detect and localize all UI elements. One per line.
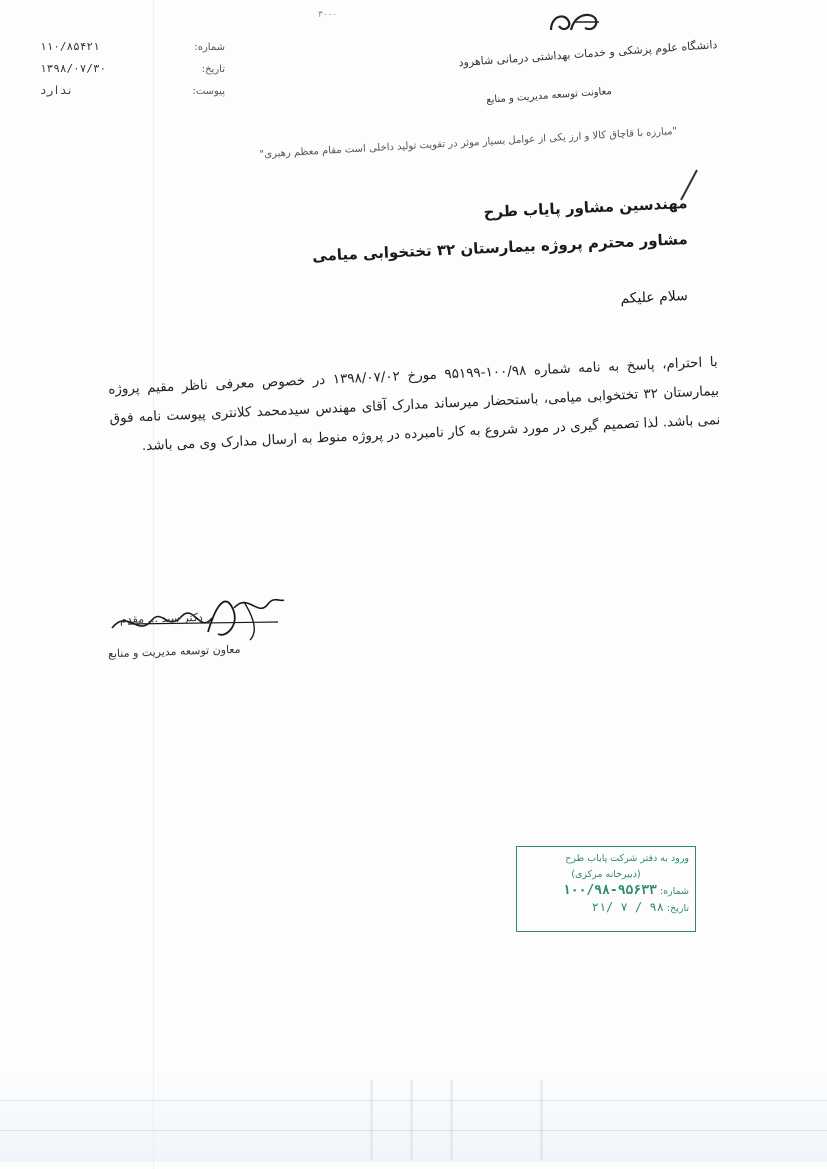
signatory-name: دکتر سید ... مقدم <box>119 610 204 627</box>
stamp-line-2: (دبیرخانه مرکزی) <box>571 869 641 880</box>
university-name: دانشگاه علوم پزشکی و خدمات بهداشتی درمانی شاهرود <box>457 38 718 70</box>
reference-block <box>40 40 225 106</box>
greeting: سلام علیکم <box>619 288 688 308</box>
stamp-number-label: شماره: <box>659 886 689 897</box>
scan-artifact-line <box>0 1100 827 1101</box>
recipient-line-1: مهندسین مشاور پایاب طرح <box>483 194 688 222</box>
scan-artifact-band <box>0 1072 827 1162</box>
stamp-date-label: تاریخ: <box>666 903 689 914</box>
top-mark: ۳۰۰۰ <box>318 10 338 20</box>
scan-artifact-column <box>540 1080 543 1160</box>
department-name: معاونت توسعه مدیریت و منابع <box>486 86 613 106</box>
stamp-number-row <box>523 883 689 899</box>
reference-attachment-row <box>40 84 225 106</box>
reference-date-row <box>40 62 225 84</box>
receipt-stamp <box>516 846 696 932</box>
stamp-date-value: ۲۱/ ۷ / ۹۸ <box>591 900 664 914</box>
reference-date-value: ۱۳۹۸/۰۷/۳۰ <box>40 62 107 75</box>
reference-number-row <box>40 40 225 62</box>
signatory-title: معاون توسعه مدیریت و منابع <box>107 642 241 661</box>
stamp-number-value: ۱۰۰/۹۸-۹۵۶۳۳ <box>562 883 657 898</box>
stamp-date-row <box>523 899 689 915</box>
reference-number-value: ۱۱۰/۸۵۴۲۱ <box>40 40 100 53</box>
university-logo <box>545 8 605 38</box>
reference-attachment-label: پیوست: <box>192 86 225 97</box>
scan-artifact-line <box>0 1130 827 1131</box>
letter-body: با احترام، پاسخ به نامه شماره ۱۰۰/۹۸-۹۵۱۹۹ مورخ ۱۳۹۸/۰۷/۰۲ در خصوص معرفی ناظر مقیم پروژه بیمارستان ۳۲ تختخوابی میامی، باستحضار میرساند مدارک آقای مهندس سیدمحمد کلانتری پیوست نامه فوق نمی باشد. لذا تصمیم گیری در مورد شروع به کار نامبرده در پروژه منوط به ارسال مدارک وی می باشد. <box>107 353 721 455</box>
slogan: "مبارزه با قاچاق کالا و ارز یکی از عوامل بسیار موثر در تقویت تولید داخلی است مقام معظم رهبری" <box>259 126 678 161</box>
reference-date-label: تاریخ: <box>201 64 225 75</box>
scan-artifact-column <box>410 1080 413 1160</box>
scan-fold-line <box>153 0 154 1169</box>
recipient-line-2: مشاور محترم پروژه بیمارستان ۳۲ تختخوابی میامی <box>311 229 689 266</box>
reference-number-label: شماره: <box>194 42 225 53</box>
reference-attachment-value: ندارد <box>40 84 74 97</box>
scan-artifact-column <box>370 1080 373 1160</box>
scan-artifact-column <box>450 1080 453 1160</box>
stamp-line-1: ورود به دفتر شرکت پایاب طرح <box>565 853 689 864</box>
